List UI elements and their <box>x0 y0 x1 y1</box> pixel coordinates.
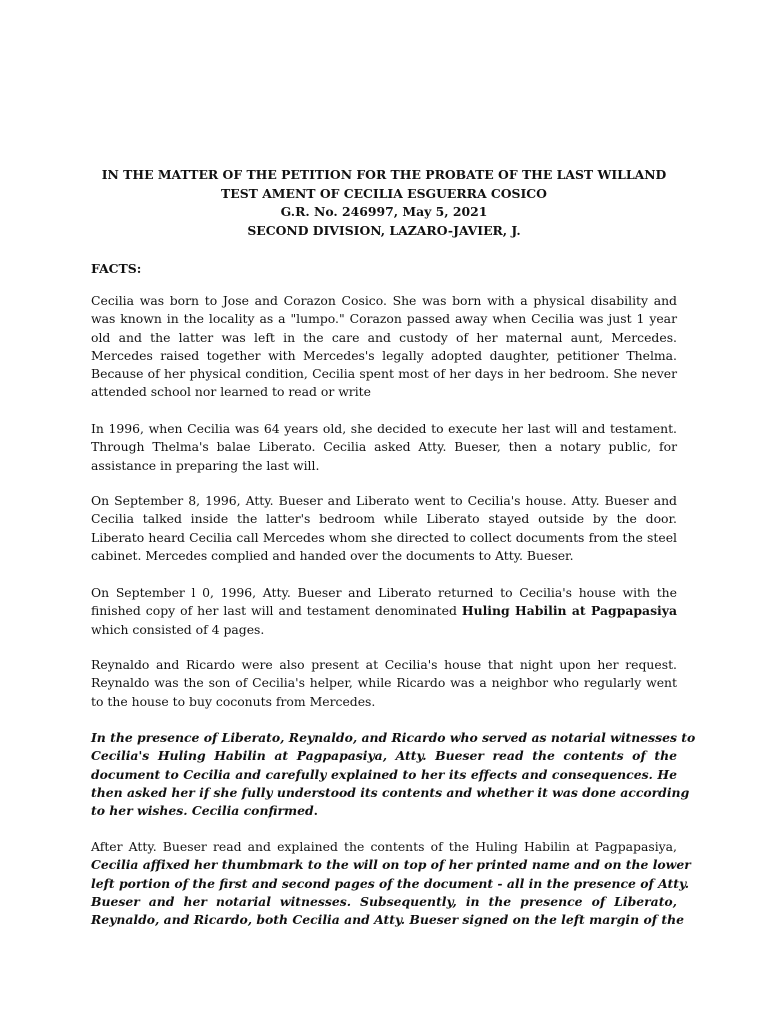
text-line: In 1996, when Cecilia was 64 years old, she decided to execute her last will and testament. <box>91 421 677 436</box>
text-line: On September l 0, 1996, Atty. Bueser and Liberato returned to Cecilia's house with the <box>91 585 677 600</box>
text-line: Cecilia was born to Jose and Corazon Cosico. She was born with a physical disability and <box>91 293 677 308</box>
text-line: Cecilia affixed her thumbmark to the will on top of her printed name and on the lower <box>91 857 691 873</box>
text-line: Reynaldo and Ricardo were also present at Cecilia's house that night upon her request. <box>91 657 677 672</box>
case-title-line: IN THE MATTER OF THE PETITION FOR THE PROBATE OF THE LAST WILLAND <box>101 167 667 182</box>
text-line: document to Cecilia and carefully explained to her its effects and consequences. He <box>91 766 677 782</box>
text-line: After Atty. Bueser read and explained the contents of the Huling Habilin at Pagpapasiya, <box>91 839 677 854</box>
text-line: Mercedes raised together with Mercedes's legally adopted daughter, petitioner Thelma. <box>91 347 677 363</box>
text-line: On September 8, 1996, Atty. Bueser and Liberato went to Cecilia's house. Atty. Bueser and <box>91 493 677 508</box>
text-line: attended school nor learned to read or write <box>91 384 371 400</box>
text-line <box>91 602 677 620</box>
paragraph-reading-of-will <box>91 729 696 820</box>
text-line: left portion of the first and second pages of the document - all in the presence of Atty. <box>91 875 690 891</box>
text-line: Cecilia talked inside the latter's bedroom while Liberato stayed outside by the door. <box>91 511 677 527</box>
text-line: Through Thelma's balae Liberato. Cecilia asked Atty. Bueser, then a notary public, for <box>91 439 677 455</box>
text-line: Because of her physical condition, Cecilia spent most of her days in her bedroom. She never <box>91 366 677 382</box>
paragraph-september-10-visit <box>91 584 677 639</box>
will-title-emphasis: Huling Habilin at Pagpapasiya <box>461 603 677 619</box>
text-line: cabinet. Mercedes complied and handed over the documents to Atty. Bueser. <box>91 547 574 563</box>
text-segment: finished copy of her last will and testament denominated <box>91 603 462 619</box>
paragraph-decision-to-execute-will <box>91 420 677 475</box>
text-segment: to her wishes. Cecilia confirmed <box>91 803 314 819</box>
case-title-line: TEST AMENT OF CECILIA ESGUERRA COSICO <box>221 185 547 201</box>
division-ponente: SECOND DIVISION, LAZARO-JAVIER, J. <box>247 222 521 238</box>
text-line: to the house to buy coconuts from Mercedes. <box>91 693 376 709</box>
case-title <box>90 166 678 240</box>
case-number-date: G.R. No. 246997, May 5, 2021 <box>280 204 488 219</box>
text-line: old and the latter was left in the care and custody of her maternal aunt, Mercedes. <box>91 329 677 345</box>
text-segment: . <box>313 803 318 819</box>
facts-heading: FACTS: <box>91 261 142 276</box>
paragraph-thumbmark-signing <box>91 838 691 929</box>
paragraph-september-8-visit <box>91 492 677 565</box>
text-line: Reynaldo was the son of Cecilia's helper, while Ricardo was a neighbor who regularly went <box>91 675 677 691</box>
paragraph-cecilia-background <box>91 292 677 402</box>
text-line <box>91 802 677 820</box>
text-line: assistance in preparing the last will. <box>91 457 320 473</box>
text-line: Cecilia's Huling Habilin at Pagpapasiya, Atty. Bueser read the contents of the <box>91 748 677 764</box>
text-line: Bueser and her notarial witnesses. Subsequently, in the presence of Liberato, <box>91 893 677 909</box>
text-line: Liberato heard Cecilia call Mercedes whom she directed to collect documents from the steel <box>91 529 677 545</box>
text-line: was known in the locality as a "lumpo." Corazon passed away when Cecilia was just 1 year <box>91 311 677 327</box>
text-line: which consisted of 4 pages. <box>91 621 265 637</box>
text-line: In the presence of Liberato, Reynaldo, and Ricardo who served as notarial witnesses to <box>91 730 696 745</box>
text-line: then asked her if she fully understood its contents and whether it was done according <box>91 784 690 800</box>
text-line: Reynaldo, and Ricardo, both Cecilia and Atty. Bueser signed on the left margin of the <box>91 912 684 928</box>
paragraph-witnesses-present <box>91 656 677 711</box>
